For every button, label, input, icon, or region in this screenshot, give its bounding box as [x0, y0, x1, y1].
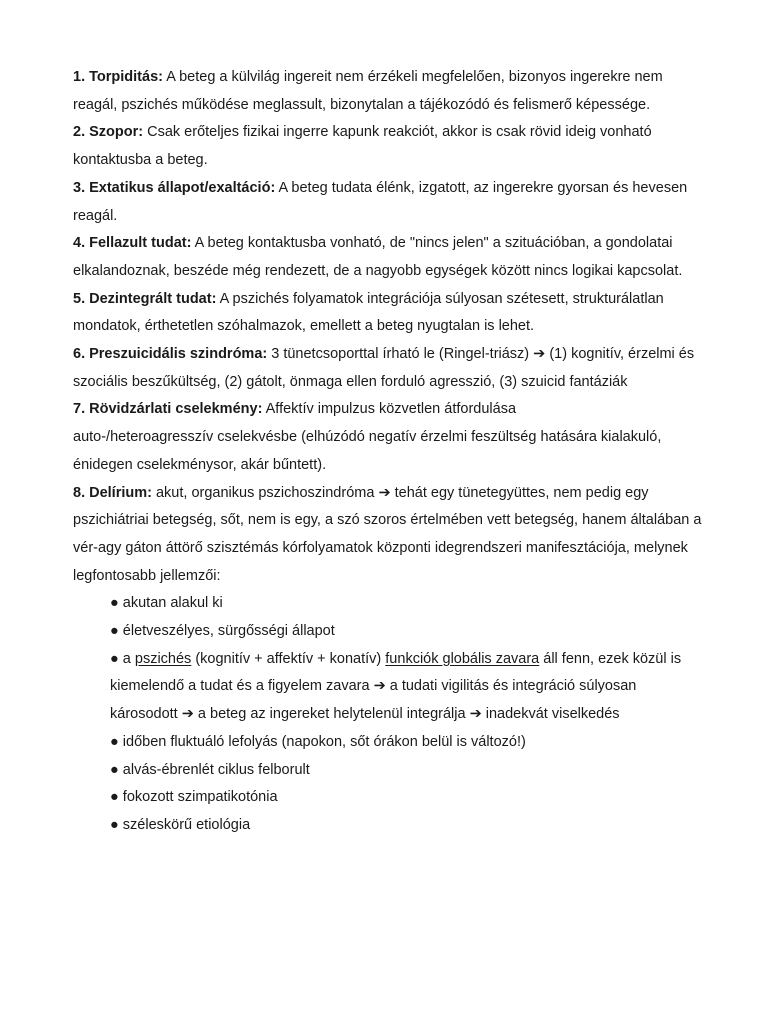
entry-text: A beteg tudata élénk, izgatott, az ingerekre gyorsan és hevesen reagál. [73, 179, 688, 224]
entry-term: 4. Fellazult tudat: [73, 235, 192, 252]
entry-torpiditas [73, 64, 708, 119]
entry-preszuicidalis-szindroma [73, 341, 708, 396]
list-item [110, 646, 708, 729]
entry-text: A beteg a külvilág ingereit nem érzékeli megfelelően, bizonyos ingerekre nem reagál, pszichés működése meglassult, bizonytalan a tájékozódó és felismerő képessége. [73, 69, 663, 113]
entry-term: 1. Torpiditás: [73, 69, 163, 85]
entry-delirium [73, 480, 708, 591]
entry-term: 5. Dezintegrált tudat: [73, 290, 217, 307]
list-item: ● akutan alakul ki [110, 595, 223, 612]
bullet-prefix: ● a [110, 650, 135, 667]
underlined-term: funkciók globális zavara [385, 650, 540, 667]
list-item: ● életveszélyes, sürgősségi állapot [110, 623, 335, 640]
list-item: ● fokozott szimpatikotónia [110, 789, 278, 806]
entry-extatikus-allapot [73, 175, 708, 230]
entry-term: 6. Preszuicidális szindróma: [73, 346, 268, 363]
underlined-term: pszichés [134, 650, 192, 667]
entry-term: 7. Rövidzárlati cselekmény: [73, 401, 263, 418]
entry-term: 3. Extatikus állapot/exaltáció: [73, 179, 276, 196]
entry-text: 3 tünetcsoporttal írható le (Ringel-triász) ➔ (1) kognitív, érzelmi és szociális beszűkültség, (2) gátolt, önmaga ellen forduló agresszió, (3) szuicid fantáziák [73, 346, 695, 390]
bullet-text: áll fenn, ezek közül is kiemelendő a tudat és a figyelem zavara ➔ a tudati vigilitás és integráció súlyosan károsodott ➔ a beteg az ingereket helytelenül integrálja ➔ inadekvát viselkedés [110, 650, 682, 723]
entry-text: A pszichés folyamatok integrációja súlyosan szétesett, strukturálatlan mondatok, érthetetlen szóhalmazok, emellett a beteg nyugtalan is lehet. [73, 290, 664, 335]
delirium-features-list [73, 590, 708, 839]
entry-text: akut, organikus pszichoszindróma ➔ tehát egy tünetegyüttes, nem pedig egy pszichiátriai betegség, sőt, nem is egy, a szó szoros értelmében vett betegség, hanem általában a vér-agy gáton áttörő szisztémás kórfolyamatok központi idegrendszeri manifesztációja, melynek legfontosabb jellemzői: [73, 484, 702, 584]
entry-term: 8. Delírium: [73, 484, 152, 501]
entry-rovidzarlati-cselekmeny [73, 396, 708, 424]
list-item: ● alvás-ébrenlét ciklus felborult [110, 761, 310, 778]
entry-text: Csak erőteljes fizikai ingerre kapunk reakciót, akkor is csak rövid ideig vonható kontaktusba a beteg. [73, 124, 652, 169]
bullet-text: (kognitív + affektív + konatív) [191, 650, 386, 667]
entry-fellazult-tudat [73, 230, 708, 285]
entry-text: A beteg kontaktusba vonható, de "nincs jelen" a szituációban, a gondolatai elkalandoznak, beszéde még rendezett, de a nagyobb egységek között nincs logikai kapcsolat. [73, 235, 683, 279]
entry-szopor [73, 119, 708, 174]
list-item: ● széleskörű etiológia [110, 816, 251, 833]
entry-continuation: auto-/heteroagresszív cselekvésbe (elhúzódó negatív érzelmi feszültség hatására kialakuló, énidegen cselekménysor, akár bűntett). [73, 429, 662, 473]
entry-text: Affektív impulzus közvetlen átfordulása [262, 401, 517, 418]
list-item: ● időben fluktuáló lefolyás (napokon, sőt órákon belül is változó!) [110, 733, 526, 750]
entry-dezintegralt-tudat [73, 286, 708, 341]
entry-term: 2. Szopor: [73, 124, 144, 141]
